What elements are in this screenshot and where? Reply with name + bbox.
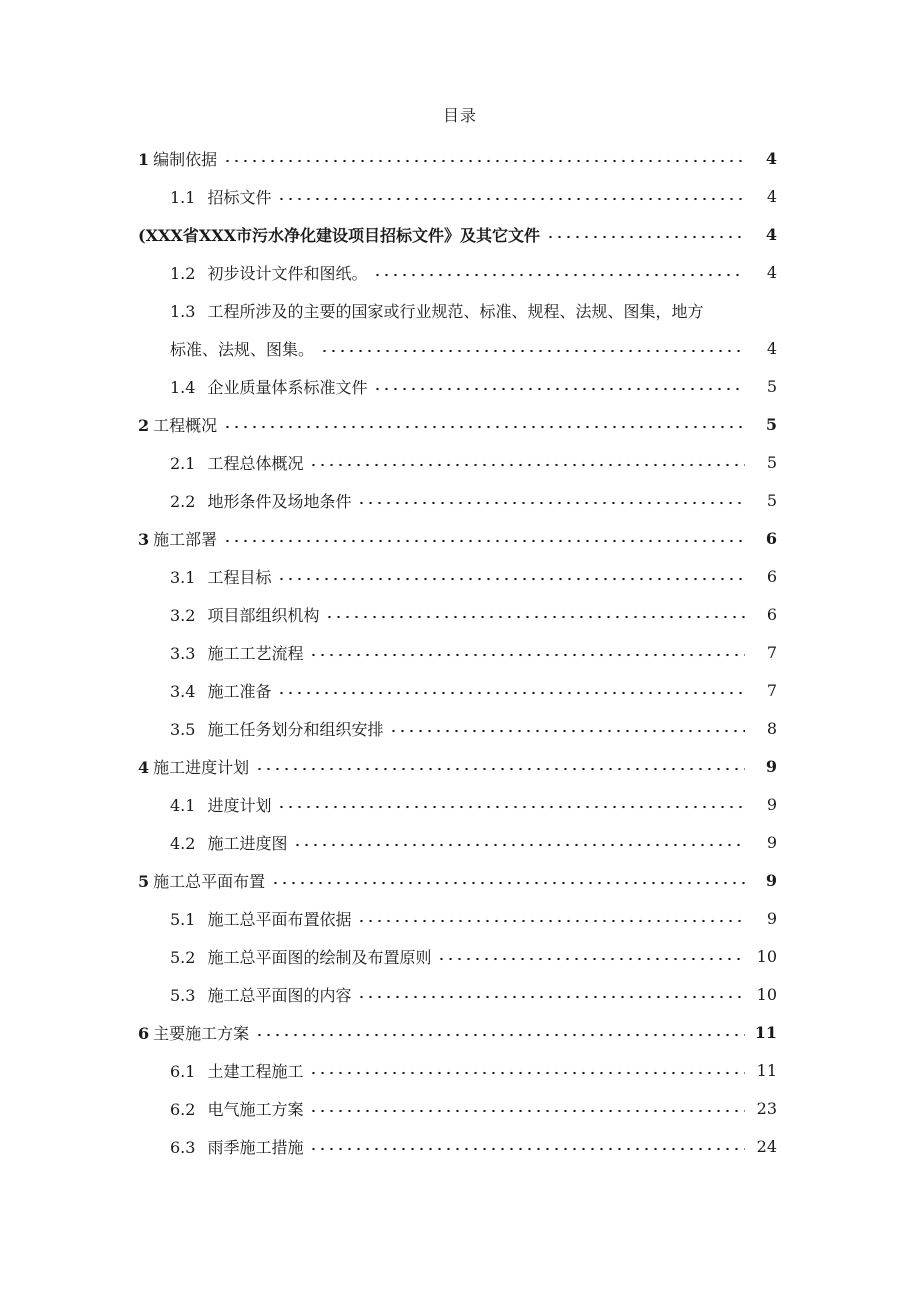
- toc-entry-page: 5: [765, 414, 777, 434]
- toc-entry-label: [138, 869, 265, 892]
- dot-leader: [309, 1147, 745, 1151]
- toc-entry-number: 3.3: [170, 643, 196, 663]
- toc-entry-label: [138, 1021, 249, 1044]
- dot-leader: [223, 425, 745, 429]
- toc-entry[interactable]: [0, 215, 920, 253]
- toc-entry-text: 项目部组织机构: [207, 605, 320, 625]
- dot-leader: [320, 349, 745, 353]
- toc-entry-text: 企业质量体系标准文件: [207, 377, 368, 397]
- toc-title: 目录: [442, 106, 477, 125]
- dot-leader: [271, 881, 745, 885]
- toc-entry-page: 6: [765, 528, 777, 548]
- toc-entry-page: 10: [756, 946, 777, 966]
- toc-entry-label: [138, 527, 217, 550]
- toc-entry[interactable]: [0, 633, 920, 671]
- toc-entry-number: 3.1: [170, 567, 196, 587]
- toc-entry[interactable]: [0, 367, 920, 405]
- dot-leader: [389, 729, 745, 733]
- toc-entry-label: [170, 185, 271, 208]
- dot-leader: [277, 197, 745, 201]
- toc-entry-number: 4.2: [170, 833, 196, 853]
- toc-entry-text: 主要施工方案: [153, 1023, 250, 1043]
- toc-entry-number: 4.1: [170, 795, 196, 815]
- toc-entry[interactable]: [0, 709, 920, 747]
- toc-entry[interactable]: [0, 519, 920, 557]
- dot-leader: [546, 235, 745, 239]
- toc-entry-label: [170, 1059, 303, 1082]
- toc-entry-text: 施工总平面图的内容: [207, 985, 352, 1005]
- dot-leader: [325, 615, 745, 619]
- toc-entry-text: (XXX省XXX市污水净化建设项目招标文件》及其它文件: [138, 225, 541, 245]
- toc-entry-page: 10: [756, 984, 777, 1004]
- toc-entry[interactable]: [0, 1051, 920, 1089]
- toc-entry[interactable]: [0, 329, 920, 367]
- toc-entry-text: 土建工程施工: [207, 1061, 304, 1081]
- toc-entry-page: 5: [766, 490, 777, 510]
- toc-entry-number: 1: [138, 149, 150, 169]
- toc-entry[interactable]: [0, 253, 920, 291]
- toc-entry-page: 4: [766, 186, 777, 206]
- toc-entry-number: 6.2: [170, 1099, 196, 1119]
- dot-leader: [255, 767, 745, 771]
- table-of-contents: [0, 139, 920, 1165]
- toc-entry[interactable]: [0, 557, 920, 595]
- toc-entry-label: [170, 717, 383, 740]
- dot-leader: [277, 691, 745, 695]
- dot-leader: [277, 805, 745, 809]
- toc-entry-label: [138, 755, 249, 778]
- toc-entry[interactable]: [0, 1127, 920, 1165]
- toc-entry[interactable]: [0, 139, 920, 177]
- toc-entry-text: 电气施工方案: [207, 1099, 304, 1119]
- dot-leader: [277, 577, 745, 581]
- toc-entry-page: 9: [766, 908, 777, 928]
- toc-entry-label: [170, 337, 314, 360]
- toc-entry-label: [138, 413, 217, 436]
- toc-entry-text: 施工工艺流程: [207, 643, 304, 663]
- toc-entry[interactable]: [0, 177, 920, 215]
- toc-entry[interactable]: [0, 1013, 920, 1051]
- toc-entry-page: 6: [766, 566, 777, 586]
- toc-entry-page: 9: [765, 870, 777, 890]
- toc-entry[interactable]: [0, 823, 920, 861]
- dot-leader: [357, 919, 745, 923]
- toc-entry-label: [170, 983, 351, 1006]
- dot-leader: [373, 273, 745, 277]
- toc-entry-number: 3: [138, 529, 150, 549]
- toc-entry-text: 施工部署: [153, 529, 218, 549]
- dot-leader: [373, 387, 745, 391]
- toc-entry-number: 2: [138, 415, 150, 435]
- toc-entry-label: [170, 603, 319, 626]
- toc-entry-number: 6: [138, 1023, 150, 1043]
- dot-leader: [223, 539, 745, 543]
- toc-entry-page: 9: [765, 756, 777, 776]
- toc-entry-page: 4: [765, 224, 777, 244]
- toc-entry[interactable]: [0, 747, 920, 785]
- toc-entry-page: 23: [756, 1098, 777, 1118]
- toc-entry-text: 进度计划: [207, 795, 272, 815]
- toc-entry-number: 2.2: [170, 491, 196, 511]
- toc-entry-number: 4: [138, 757, 150, 777]
- dot-leader: [293, 843, 745, 847]
- toc-entry-label: [170, 451, 303, 474]
- toc-entry-text: 施工准备: [207, 681, 272, 701]
- dot-leader: [437, 957, 745, 961]
- toc-entry[interactable]: [0, 671, 920, 709]
- toc-entry-label: [170, 565, 271, 588]
- toc-entry[interactable]: [0, 975, 920, 1013]
- toc-entry-text: 工程总体概况: [207, 453, 304, 473]
- toc-entry-label: [170, 907, 351, 930]
- toc-entry-number: 1.4: [170, 377, 196, 397]
- toc-entry-number: 3.4: [170, 681, 196, 701]
- toc-entry-text: 标准、法规、图集。: [170, 339, 315, 359]
- toc-entry[interactable]: [0, 481, 920, 519]
- toc-entry-page: 7: [766, 680, 777, 700]
- toc-entry-label: [170, 679, 271, 702]
- toc-entry[interactable]: [0, 443, 920, 481]
- toc-entry-label: [138, 223, 540, 246]
- toc-entry[interactable]: [0, 595, 920, 633]
- toc-entry-text: 施工总平面布置: [153, 871, 266, 891]
- toc-entry-number: 2.1: [170, 453, 196, 473]
- toc-entry-label: [170, 831, 287, 854]
- toc-entry-label: [170, 1097, 303, 1120]
- toc-entry-page: 4: [766, 262, 777, 282]
- toc-entry-text: 工程目标: [207, 567, 272, 587]
- toc-entry-page: 11: [754, 1022, 777, 1042]
- toc-entry-label: [170, 489, 351, 512]
- toc-entry-page: 9: [766, 832, 777, 852]
- toc-entry-page: 5: [766, 376, 777, 396]
- toc-entry[interactable]: [0, 899, 920, 937]
- toc-entry-number: 1.1: [170, 187, 196, 207]
- toc-entry-number: 1.2: [170, 263, 196, 283]
- dot-leader: [255, 1033, 745, 1037]
- toc-entry-text: 工程所涉及的主要的国家或行业规范、标准、规程、法规、图集，地方: [207, 301, 704, 321]
- toc-entry-text: 施工进度计划: [153, 757, 250, 777]
- toc-entry-page: 6: [766, 604, 777, 624]
- toc-entry-number: 5.2: [170, 947, 196, 967]
- toc-entry[interactable]: [0, 1089, 920, 1127]
- toc-entry-label: [138, 147, 217, 170]
- toc-entry-label: [170, 1135, 303, 1158]
- dot-leader: [357, 995, 745, 999]
- toc-entry[interactable]: [0, 785, 920, 823]
- toc-entry-number: 5: [138, 871, 150, 891]
- toc-entry-label: [170, 261, 367, 284]
- toc-entry-text: 地形条件及场地条件: [207, 491, 352, 511]
- toc-entry-number: 3.5: [170, 719, 196, 739]
- toc-entry-page: 4: [766, 338, 777, 358]
- toc-entry[interactable]: [0, 861, 920, 899]
- toc-entry-page: 8: [766, 718, 777, 738]
- toc-entry-page: 9: [766, 794, 777, 814]
- dot-leader: [309, 1109, 745, 1113]
- toc-entry-text: 工程概况: [153, 415, 218, 435]
- toc-entry[interactable]: [0, 291, 920, 329]
- toc-entry-page: 5: [766, 452, 777, 472]
- toc-entry-page: 24: [756, 1136, 777, 1156]
- toc-entry-number: 5.1: [170, 909, 196, 929]
- toc-entry-page: 7: [766, 642, 777, 662]
- toc-entry[interactable]: [0, 937, 920, 975]
- toc-entry-page: 4: [765, 148, 777, 168]
- toc-entry-text: 施工进度图: [207, 833, 288, 853]
- toc-entry-text: 施工任务划分和组织安排: [207, 719, 384, 739]
- dot-leader: [357, 501, 745, 505]
- toc-entry-number: 6.1: [170, 1061, 196, 1081]
- dot-leader: [309, 653, 745, 657]
- toc-entry-number: 6.3: [170, 1137, 196, 1157]
- dot-leader: [223, 159, 745, 163]
- toc-entry-text: 施工总平面布置依据: [207, 909, 352, 929]
- toc-entry-number: 5.3: [170, 985, 196, 1005]
- toc-entry-number: 3.2: [170, 605, 196, 625]
- dot-leader: [309, 1071, 745, 1075]
- toc-entry[interactable]: [0, 405, 920, 443]
- toc-entry-label: [170, 641, 303, 664]
- toc-entry-text: 雨季施工措施: [207, 1137, 304, 1157]
- toc-entry-label: [170, 375, 367, 398]
- toc-entry-text: 招标文件: [207, 187, 272, 207]
- toc-entry-label: [170, 299, 703, 322]
- toc-entry-number: 1.3: [170, 301, 196, 321]
- toc-entry-label: [170, 793, 271, 816]
- toc-entry-text: 初步设计文件和图纸。: [207, 263, 368, 283]
- toc-entry-text: 编制依据: [153, 149, 218, 169]
- dot-leader: [309, 463, 745, 467]
- toc-entry-text: 施工总平面图的绘制及布置原则: [207, 947, 432, 967]
- toc-entry-page: 11: [756, 1060, 777, 1080]
- toc-entry-label: [170, 945, 431, 968]
